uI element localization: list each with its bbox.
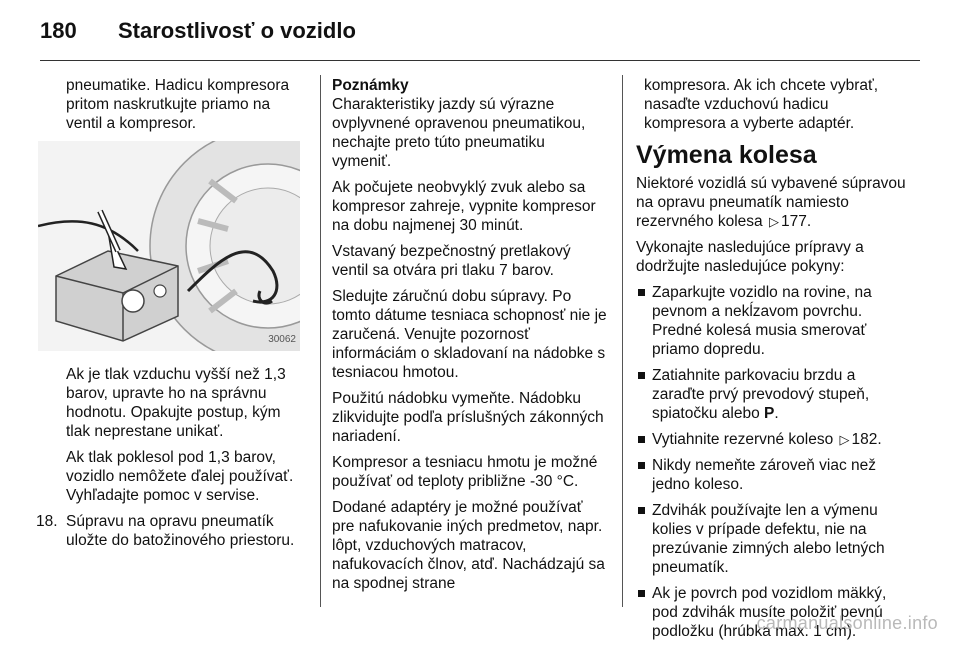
section-title: Výmena kolesa [636, 141, 817, 169]
column-3 [636, 76, 906, 648]
page-reference: 177. [780, 213, 812, 230]
paragraph: Ak počujete neobvyklý zvuk alebo sa kompresor zahreje, vypnite kompresor na dobu najmenej 30 minút. [332, 179, 596, 234]
page-reference-icon: ▷ [839, 432, 850, 447]
instruction-list [636, 283, 906, 641]
page-reference: 182. [851, 431, 882, 448]
paragraph: Vykonajte nasledujúce prípravy a dodržujte nasledujúce pokyny: [636, 239, 864, 275]
compressor-drawing [38, 141, 300, 351]
paragraph: Použitú nádobku vymeňte. Nádobku zlikvidujte podľa príslušných zákonných nariadení. [332, 390, 604, 445]
step-18 [36, 512, 308, 550]
list-item: Zatiahnite parkovaciu brzdu a zaraďte prvý prevodový stupeň, spiatočku alebo P. [636, 366, 906, 423]
page-number: 180 [40, 18, 77, 43]
paragraph: Sledujte záručnú dobu súpravy. Po tomto dátume tesniaca schopnosť nie je zaručená. Venujte pozornosť informáciám o skladovaní na nádobke s tesniacou hmotou. [332, 288, 607, 381]
column-divider-2 [622, 75, 623, 607]
column-2 [332, 76, 608, 600]
bullet-icon [638, 436, 645, 443]
list-item: Ak je povrch pod vozidlom mäkký, pod zdvihák musíte položiť pevnú podložku (hrúbka max. 1 cm). [636, 584, 906, 641]
notes-heading: Poznámky [332, 77, 409, 94]
bullet-icon [638, 462, 645, 469]
page-header [40, 18, 356, 48]
watermark-link[interactable]: carmanualsonline.info [756, 613, 938, 633]
figure-number: 30062 [268, 334, 296, 345]
compressor-illustration [38, 141, 300, 351]
list-item: Nikdy nemeňte zároveň viac než jedno koleso. [636, 456, 906, 494]
paragraph: Niektoré vozidlá sú vybavené súpravou na opravu pneumatík namiesto rezervného kolesa ▷ 177. [636, 175, 906, 230]
bullet-icon [638, 590, 645, 597]
paragraph: Ak tlak poklesol pod 1,3 barov, vozidlo nemôžete ďalej používať. Vyhľadajte pomoc v servise. [66, 449, 294, 504]
column-divider-1 [320, 75, 321, 607]
paragraph: Ak je tlak vzduchu vyšší než 1,3 barov, upravte ho na správnu hodnotu. Opakujte postup, kým tlak neprestane unikať. [66, 366, 286, 440]
page-reference-icon: ▷ [768, 214, 779, 229]
list-item: Zdvihák používajte len a výmenu kolies v prípade defektu, nie na prezúvanie zimných alebo letných pneumatík. [636, 501, 906, 577]
paragraph: Vstavaný bezpečnostný pretlakový ventil sa otvára pri tlaku 7 barov. [332, 243, 571, 279]
list-item: Vytiahnite rezervné koleso ▷ 182. [636, 430, 906, 449]
paragraph: pneumatike. Hadicu kompresora pritom naskrutkujte priamo na ventil a kompresor. [66, 77, 290, 132]
step-number: 18. [36, 513, 58, 530]
paragraph: Dodané adaptéry je možné používať pre nafukovanie iných predmetov, napr. lôpt, vzduchových matracov, nafukovacích člnov, atď. Nachádzajú sa na spodnej strane [332, 499, 605, 592]
paragraph: Charakteristiky jazdy sú výrazne ovplyvnené opravenou pneumatikou, nechajte preto túto pneumatiku vymeniť. [332, 96, 586, 170]
list-item: Zaparkujte vozidlo na rovine, na pevnom a nekĺzavom povrchu. Predné kolesá musia smerovať priamo dopredu. [636, 283, 906, 359]
step-text: Súpravu na opravu pneumatík uložte do batožinového priestoru. [66, 513, 295, 549]
bullet-icon [638, 372, 645, 379]
bullet-icon [638, 507, 645, 514]
paragraph: Kompresor a tesniacu hmotu je možné používať od teploty približne -30 °C. [332, 454, 598, 490]
chapter-title: Starostlivosť o vozidlo [118, 18, 356, 43]
header-rule [40, 60, 920, 61]
paragraph: kompresora. Ak ich chcete vybrať, nasaďte vzduchovú hadicu kompresora a vyberte adaptér. [644, 77, 879, 132]
bullet-icon [638, 289, 645, 296]
column-1 [36, 76, 308, 550]
